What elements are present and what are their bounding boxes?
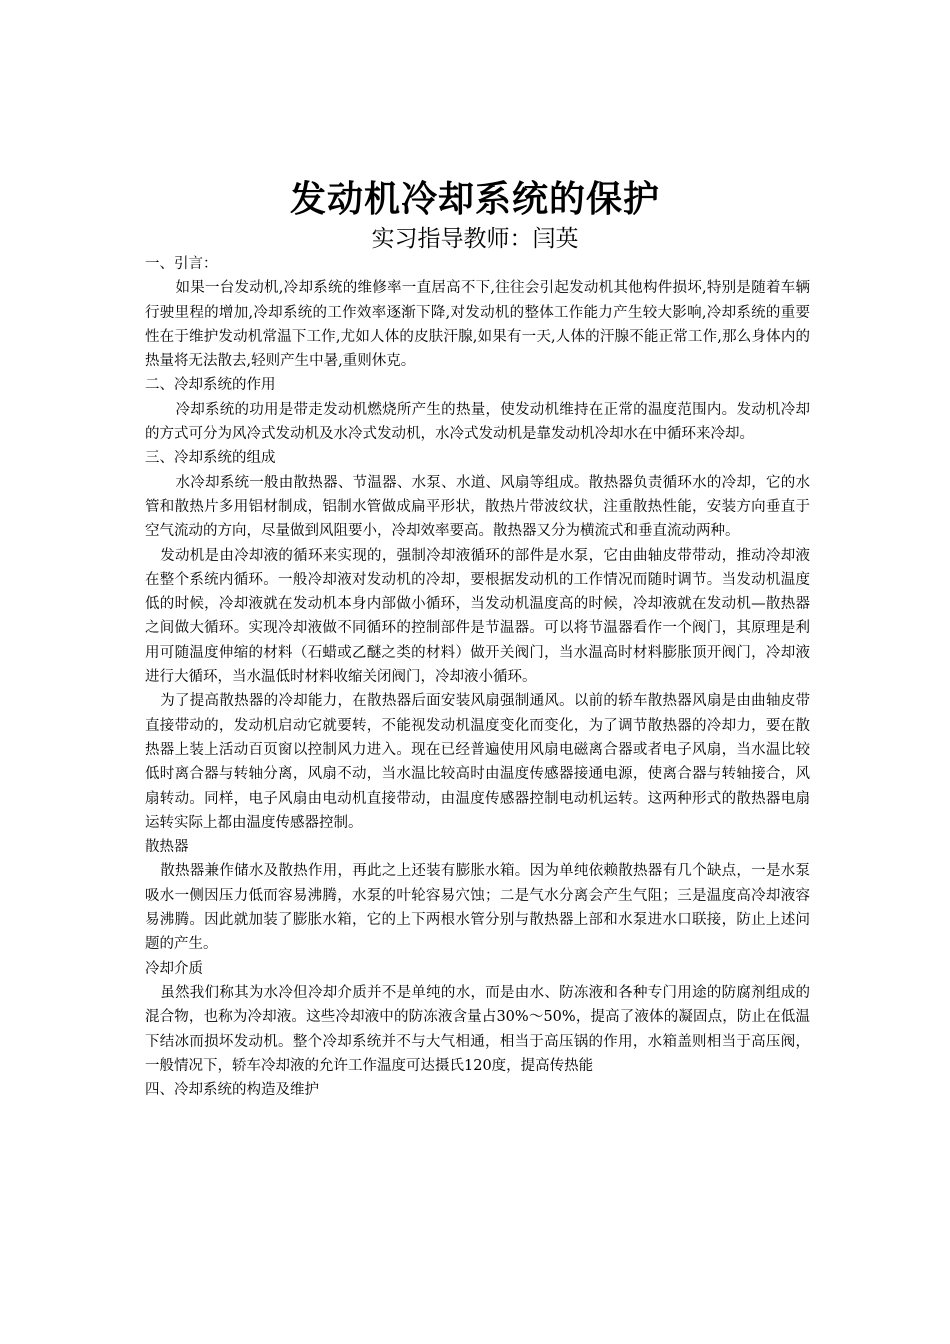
- document-subtitle: 实习指导教师：闫英: [371, 226, 579, 252]
- paragraph: 散热器兼作储水及散热作用，再此之上还装有膨胀水箱。因为单纯依赖散热器有几个缺点，一是水泵吸水一侧因压力低而容易沸腾，水泵的叶轮容易穴蚀；二是气水分离会产生气阻；三是温度高冷却液容易沸腾。因此就加装了膨胀水箱，它的上下两根水管分别与散热器上部和水泵进水口联接，防止上述问题的产生。: [145, 863, 810, 953]
- paragraph: 为了提高散热器的冷却能力，在散热器后面安装风扇强制通风。以前的轿车散热器风扇是由曲轴皮带直接带动的，发动机启动它就要转，不能视发动机温度变化而变化，为了调节散热器的冷却力，要在散热器上装上活动百页窗以控制风力进入。现在已经普遍使用风扇电磁离合器或者电子风扇，当水温比较低时离合器与转轴分离，风扇不动，当水温比较高时由温度传感器接通电源，使离合器与转轴接合，风扇转动。同样，电子风扇由电动机直接带动，由温度传感器控制电动机运转。这两种形式的散热器电扇运转实际上都由温度传感器控制。: [145, 693, 810, 831]
- section-heading: 四、冷却系统的构造及维护: [145, 1082, 319, 1099]
- document-title: 发动机冷却系统的保护: [289, 179, 660, 220]
- paragraph: 如果一台发动机,冷却系统的维修率一直居高不下,往往会引起发动机其他构件损坏,特别是随着车辆行驶里程的增加,冷却系统的工作效率逐渐下降,对发动机的整体工作能力产生较大影响,冷却系统的重要性在于维护发动机常温下工作,尤如人体的皮肤汗腺,如果有一天,人体的汗腺不能正常工作,那么身体内的热量将无法散去,轻则产生中暑,重则休克。: [145, 280, 810, 370]
- section-heading: 散热器: [145, 839, 189, 856]
- document-body: [145, 252, 810, 1102]
- paragraph: 冷却系统的功用是带走发动机燃烧所产生的热量，使发动机维持在正常的温度范围内。发动机冷却的方式可分为风冷式发动机及水冷式发动机，水冷式发动机是靠发动机冷却水在中循环来冷却。: [145, 401, 810, 443]
- section-heading: 一、引言：: [145, 256, 218, 272]
- section-heading: 三、冷却系统的组成: [145, 450, 276, 467]
- section-heading: 冷却介质: [145, 960, 203, 977]
- paragraph: 发动机是由冷却液的循环来实现的，强制冷却液循环的部件是水泵，它由曲轴皮带带动，推动冷却液在整个系统内循环。一般冷却液对发动机的冷却，要根据发动机的工作情况而随时调节。当发动机温度低的时候，冷却液就在发动机本身内部做小循环，当发动机温度高的时候，冷却液就在发动机—散热器之间做大循环。实现冷却液做不同循环的控制部件是节温器。可以将节温器看作一个阀门，其原理是利用可随温度伸缩的材料（石蜡或乙醚之类的材料）做开关阀门，当水温高时材料膨胀顶开阀门，冷却液进行大循环，当水温低时材料收缩关闭阀门，冷却液小循环。: [145, 547, 810, 686]
- paragraph: 虽然我们称其为水冷但冷却介质并不是单纯的水，而是由水、防冻液和各种专门用途的防腐剂组成的混合物，也称为冷却液。这些冷却液中的防冻液含量占30%～50%，提高了液体的凝固点，防止在低温下结冰而损坏发动机。整个冷却系统并不与大气相通，相当于高压锅的作用，水箱盖则相当于高压阀，一般情况下，轿车冷却液的允许工作温度可达摄氏120度，提高传热能: [145, 984, 810, 1074]
- section-heading: 二、冷却系统的作用: [145, 377, 276, 394]
- paragraph: 水冷却系统一般由散热器、节温器、水泵、水道、风扇等组成。散热器负责循环水的冷却，它的水管和散热片多用铝材制成，铝制水管做成扁平形状，散热片带波纹状，注重散热性能，安装方向垂直于空气流动的方向，尽量做到风阻要小，冷却效率要高。散热器又分为横流式和垂直流动两种。: [145, 474, 810, 540]
